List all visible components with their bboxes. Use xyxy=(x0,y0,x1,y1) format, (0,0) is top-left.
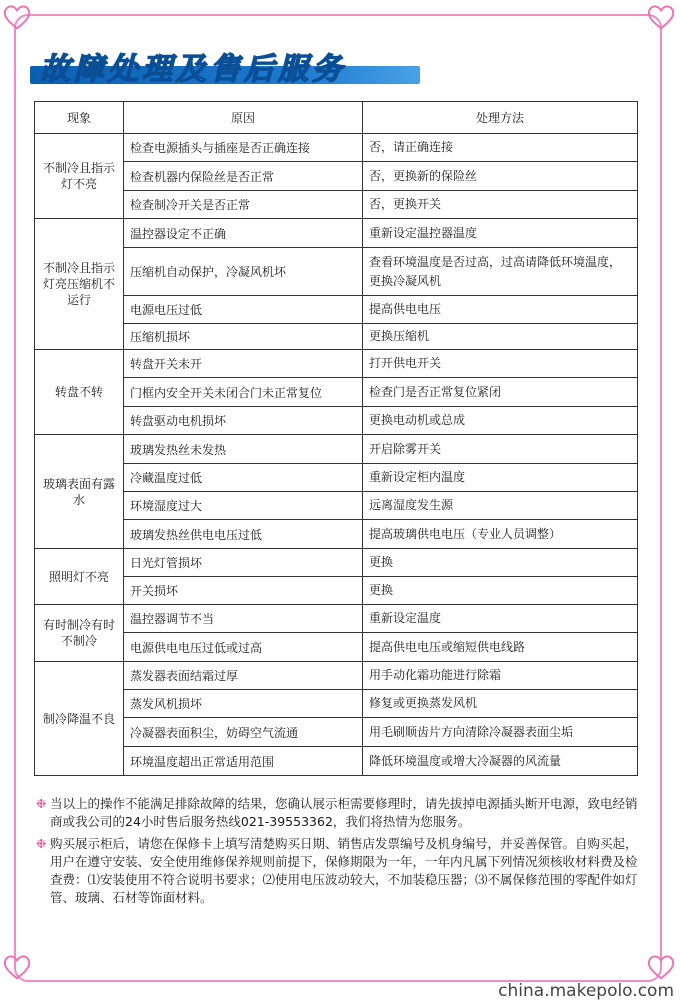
fix-cell: 更换 xyxy=(363,549,638,577)
note-bullet-icon: ❉ xyxy=(36,796,47,811)
fix-cell: 提高供电电压或缩短供电线路 xyxy=(363,633,638,662)
table-row xyxy=(35,520,638,549)
table-header-row xyxy=(35,102,638,134)
fix-cell: 用毛刷顺齿片方向清除冷凝器表面尘垢 xyxy=(363,718,638,747)
cause-cell: 压缩机自动保护，冷凝风机坏 xyxy=(124,248,363,296)
symptom-cell: 照明灯不亮 xyxy=(35,549,124,605)
fix-cell: 开启除雾开关 xyxy=(363,435,638,464)
symptom-cell: 有时制冷有时不制冷 xyxy=(35,605,124,662)
cause-cell: 门框内安全开关未闭合门未正常复位 xyxy=(124,378,363,407)
cause-cell: 压缩机损坏 xyxy=(124,324,363,350)
fix-cell: 更换电动机或总成 xyxy=(363,407,638,435)
page-title: 故障处理及售后服务 xyxy=(40,52,346,87)
troubleshooting-table xyxy=(34,101,638,776)
fix-cell: 降低环境温度或增大冷凝器的风流量 xyxy=(363,747,638,776)
cause-cell: 转盘开关未开 xyxy=(124,350,363,378)
table-row xyxy=(35,162,638,191)
fix-cell: 否，更换开关 xyxy=(363,191,638,219)
fix-cell: 重新设定柜内温度 xyxy=(363,464,638,492)
cause-cell: 蒸发风机损坏 xyxy=(124,690,363,718)
cause-cell: 日光灯管损坏 xyxy=(124,549,363,577)
cause-cell: 冷凝器表面积尘，妨碍空气流通 xyxy=(124,718,363,747)
table-row xyxy=(35,296,638,324)
table-row xyxy=(35,633,638,662)
note-bullet-icon: ❉ xyxy=(36,836,47,851)
header-symptom: 现象 xyxy=(35,102,124,134)
fix-cell: 修复或更换蒸发风机 xyxy=(363,690,638,718)
table-row xyxy=(35,577,638,605)
table-row xyxy=(35,378,638,407)
table-row xyxy=(35,407,638,435)
cause-cell: 玻璃发热丝未发热 xyxy=(124,435,363,464)
symptom-cell: 转盘不转 xyxy=(35,350,124,435)
header-fix: 处理方法 xyxy=(363,102,638,134)
table-row xyxy=(35,549,638,577)
table-row xyxy=(35,191,638,219)
cause-cell: 玻璃发热丝供电电压过低 xyxy=(124,520,363,549)
cause-cell: 蒸发器表面结霜过厚 xyxy=(124,662,363,690)
cause-cell: 温控器调节不当 xyxy=(124,605,363,633)
fix-cell: 远离湿度发生源 xyxy=(363,492,638,520)
cause-cell: 冷藏温度过低 xyxy=(124,464,363,492)
heart-icon-top-left xyxy=(2,2,32,32)
fix-cell: 查看环境温度是否过高，过高请降低环境温度，更换冷凝风机 xyxy=(363,248,638,296)
fix-cell: 打开供电开关 xyxy=(363,350,638,378)
table-row xyxy=(35,747,638,776)
cause-cell: 环境温度超出正常适用范围 xyxy=(124,747,363,776)
heart-icon-bottom-right xyxy=(646,952,676,982)
note-repair-hotline xyxy=(36,795,648,831)
heart-icon-top-right xyxy=(646,2,676,32)
table-row xyxy=(35,134,638,162)
symptom-cell: 不制冷且指示灯不亮 xyxy=(35,134,124,219)
fix-cell: 重新设定温控器温度 xyxy=(363,219,638,248)
table-row xyxy=(35,662,638,690)
cause-cell: 环境湿度过大 xyxy=(124,492,363,520)
table-row xyxy=(35,605,638,633)
cause-cell: 开关损坏 xyxy=(124,577,363,605)
table-row xyxy=(35,718,638,747)
fix-cell: 提高玻璃供电电压（专业人员调整） xyxy=(363,520,638,549)
cause-cell: 温控器设定不正确 xyxy=(124,219,363,248)
fix-cell: 否，请正确连接 xyxy=(363,134,638,162)
table-row xyxy=(35,350,638,378)
fix-cell: 重新设定温度 xyxy=(363,605,638,633)
header-cause: 原因 xyxy=(124,102,363,134)
note-text: 当以上的操作不能满足排除故障的结果，您确认展示柜需要修理时，请先拔掉电源插头断开电源，致电经销商或我公司的24小时售后服务热线021-39553362，我们将热情为您服务。 xyxy=(50,796,638,829)
heart-icon-bottom-left xyxy=(2,952,32,982)
table-row xyxy=(35,324,638,350)
cause-cell: 电源电压过低 xyxy=(124,296,363,324)
fix-cell: 用手动化霜功能进行除霜 xyxy=(363,662,638,690)
fix-cell: 检查门是否正常复位紧闭 xyxy=(363,378,638,407)
table-body xyxy=(35,134,638,776)
page-heading xyxy=(30,44,420,90)
fix-cell: 更换 xyxy=(363,577,638,605)
cause-cell: 转盘驱动电机损坏 xyxy=(124,407,363,435)
note-warranty xyxy=(36,835,648,907)
service-notes xyxy=(36,795,648,911)
table-row xyxy=(35,690,638,718)
table-row xyxy=(35,464,638,492)
symptom-cell: 制冷降温不良 xyxy=(35,662,124,776)
table-row xyxy=(35,248,638,296)
table-row xyxy=(35,492,638,520)
note-text: 购买展示柜后，请您在保修卡上填写清楚购买日期、销售店发票编号及机身编号，并妥善保管。自购买起，用户在遵守安装、安全使用维修保养规则前提下，保修期限为一年，一年内凡属下列情况须核收材料费及检查费：⑴安装使用不符合说明书要求；⑵使用电压波动较大，不加装稳压器；⑶不属保修范围的零配件如灯管、玻璃、石材等饰面材料。 xyxy=(50,836,638,905)
symptom-cell: 不制冷且指示灯亮压缩机不运行 xyxy=(35,219,124,350)
cause-cell: 检查电源插头与插座是否正确连接 xyxy=(124,134,363,162)
table-row xyxy=(35,435,638,464)
cause-cell: 电源供电电压过低或过高 xyxy=(124,633,363,662)
fix-cell: 否，更换新的保险丝 xyxy=(363,162,638,191)
fix-cell: 更换压缩机 xyxy=(363,324,638,350)
cause-cell: 检查机器内保险丝是否正常 xyxy=(124,162,363,191)
fix-cell: 提高供电电压 xyxy=(363,296,638,324)
cause-cell: 检查制冷开关是否正常 xyxy=(124,191,363,219)
table-row xyxy=(35,219,638,248)
watermark-text: china.makepolo.com xyxy=(498,981,674,1001)
symptom-cell: 玻璃表面有露水 xyxy=(35,435,124,549)
